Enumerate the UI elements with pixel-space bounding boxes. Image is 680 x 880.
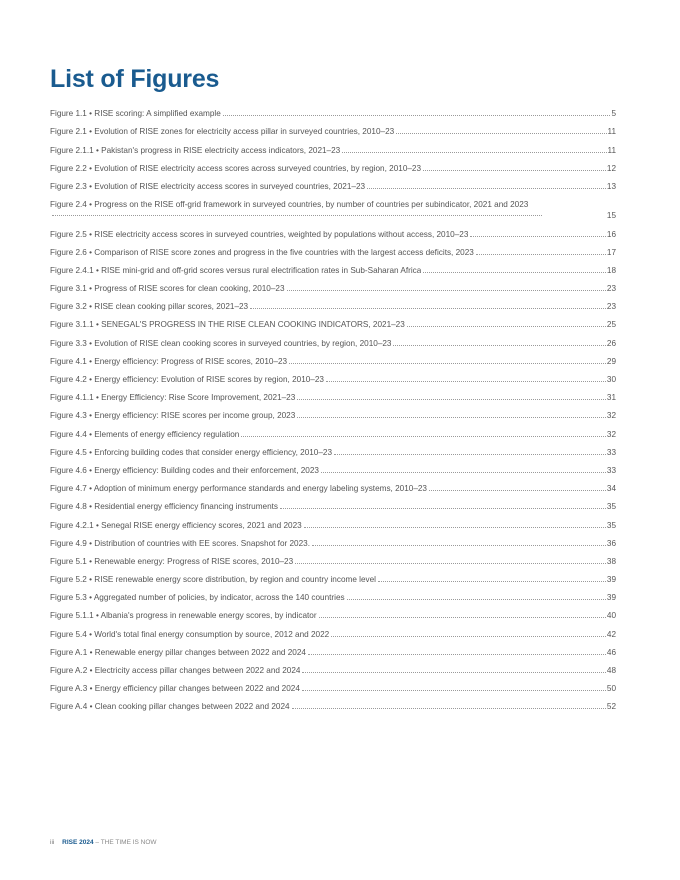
- figure-list-item[interactable]: [50, 294, 616, 312]
- figure-page-number: 13: [606, 181, 616, 191]
- figure-list-item[interactable]: [50, 258, 616, 276]
- figure-caption: Figure 5.1.1 • Albania's progress in renewable energy scores, by indicator: [50, 611, 317, 621]
- figure-page-number: 34: [606, 484, 616, 494]
- figure-list-item[interactable]: [50, 440, 616, 458]
- page-footer: [50, 838, 157, 847]
- figure-list-item[interactable]: [50, 458, 616, 476]
- figure-list-item[interactable]: [50, 156, 616, 174]
- figure-caption: Figure 5.3 • Aggregated number of policies, by indicator, across the 140 countries: [50, 593, 345, 603]
- dot-leader: [287, 290, 606, 291]
- figure-caption: Figure 5.4 • World's total final energy consumption by source, 2012 and 2022: [50, 629, 330, 639]
- figure-list-item[interactable]: [50, 312, 616, 330]
- figure-list-item[interactable]: [50, 385, 616, 403]
- figure-page-number: 33: [606, 447, 616, 457]
- figure-page-number: 39: [606, 593, 616, 603]
- figure-caption: Figure 4.1 • Energy efficiency: Progress of RISE scores, 2010–23: [50, 356, 288, 366]
- figure-caption: Figure 4.1.1 • Energy Efficiency: Rise Score Improvement, 2021–23: [50, 393, 296, 403]
- dot-leader: [312, 545, 606, 546]
- dot-leader: [250, 308, 606, 309]
- dot-leader: [308, 654, 606, 655]
- figure-caption: Figure 3.1 • Progress of RISE scores for clean cooking, 2010–23: [50, 284, 285, 294]
- figure-page-number: 40: [606, 611, 616, 621]
- figure-page-number: 30: [606, 375, 616, 385]
- dot-leader: [331, 636, 606, 637]
- figure-list-item[interactable]: [50, 658, 616, 676]
- dot-leader: [423, 170, 606, 171]
- dot-leader: [347, 599, 606, 600]
- page-title: List of Figures: [50, 65, 220, 93]
- dot-leader: [280, 508, 606, 509]
- figure-caption: Figure 4.3 • Energy efficiency: RISE scores per income group, 2023: [50, 411, 296, 421]
- figure-list-item[interactable]: [50, 476, 616, 494]
- figure-list-item[interactable]: [50, 585, 616, 603]
- figure-caption: Figure A.1 • Renewable energy pillar changes between 2022 and 2024: [50, 647, 306, 657]
- figure-caption: Figure 1.1 • RISE scoring: A simplified example: [50, 109, 221, 119]
- figure-list-item[interactable]: [50, 567, 616, 585]
- figure-caption: Figure 4.7 • Adoption of minimum energy performance standards and energy labeling systems, 2010–23: [50, 484, 427, 494]
- dot-leader: [429, 490, 606, 491]
- figure-page-number: 50: [606, 684, 616, 694]
- figure-page-number: 38: [606, 556, 616, 566]
- figure-page-number: 5: [611, 109, 616, 119]
- figure-page-number: 32: [606, 429, 616, 439]
- figure-page-number: 18: [606, 265, 616, 275]
- figure-page-number: 32: [606, 411, 616, 421]
- figure-list-item[interactable]: [50, 367, 616, 385]
- figure-page-number: 52: [606, 702, 616, 712]
- footer-tagline: – THE TIME IS NOW: [93, 839, 157, 846]
- figure-list-item[interactable]: [50, 421, 616, 439]
- figure-page-number: 23: [606, 284, 616, 294]
- figure-list-item[interactable]: [50, 494, 616, 512]
- figure-list: [50, 101, 616, 712]
- figure-list-item[interactable]: [50, 330, 616, 348]
- figure-caption: Figure A.3 • Energy efficiency pillar changes between 2022 and 2024: [50, 684, 300, 694]
- figure-page-number: 12: [606, 163, 616, 173]
- figure-page-number: 33: [606, 465, 616, 475]
- figure-list-item[interactable]: [50, 549, 616, 567]
- figure-page-number: 39: [606, 575, 616, 585]
- figure-page-number: 31: [606, 393, 616, 403]
- dot-leader: [297, 399, 606, 400]
- dot-leader: [470, 236, 606, 237]
- figure-page-number: 23: [606, 302, 616, 312]
- footer-page-number: iii: [50, 839, 55, 846]
- figure-page-number: 29: [606, 356, 616, 366]
- dot-leader: [302, 690, 606, 691]
- dot-leader: [326, 381, 606, 382]
- figure-caption: Figure 4.2.1 • Senegal RISE energy efficiency scores, 2021 and 2023: [50, 520, 302, 530]
- figure-page-number: 17: [606, 247, 616, 257]
- dot-leader: [476, 254, 606, 255]
- figure-page-number: 16: [606, 229, 616, 239]
- dot-leader: [302, 672, 605, 673]
- figure-list-item[interactable]: [50, 276, 616, 294]
- figure-caption: Figure 4.9 • Distribution of countries with EE scores. Snapshot for 2023.: [50, 538, 310, 548]
- figure-caption: Figure 2.4.1 • RISE mini-grid and off-grid scores versus rural electrification rates in Sub-Saharan Africa: [50, 265, 422, 275]
- figure-list-item[interactable]: [50, 240, 616, 258]
- dot-leader: [342, 152, 606, 153]
- figure-list-item[interactable]: [50, 403, 616, 421]
- figure-caption: Figure 3.2 • RISE clean cooking pillar scores, 2021–23: [50, 302, 249, 312]
- dot-leader: [297, 417, 606, 418]
- figure-caption: Figure 2.1 • Evolution of RISE zones for electricity access pillar in surveyed countries, 2010–23: [50, 127, 395, 137]
- dot-leader: [393, 345, 605, 346]
- figure-list-item[interactable]: [50, 192, 616, 221]
- figure-caption: Figure 4.6 • Energy efficiency: Building codes and their enforcement, 2023: [50, 465, 319, 475]
- figure-page-number: 35: [606, 502, 616, 512]
- figure-list-item[interactable]: [50, 676, 616, 694]
- dot-leader: [292, 708, 606, 709]
- figure-list-item[interactable]: [50, 603, 616, 621]
- figure-page-number: 26: [606, 338, 616, 348]
- figure-caption: Figure 2.3 • Evolution of RISE electricity access scores in surveyed countries, 2021–23: [50, 181, 366, 191]
- figure-list-item[interactable]: [50, 694, 616, 712]
- figure-list-item[interactable]: [50, 349, 616, 367]
- dot-leader: [223, 115, 611, 116]
- figure-page-number: 46: [606, 647, 616, 657]
- dot-leader: [289, 363, 606, 364]
- figure-caption: Figure 3.1.1 • SENEGAL'S PROGRESS IN THE RISE CLEAN COOKING INDICATORS, 2021–23: [50, 320, 405, 330]
- figure-list-item[interactable]: [50, 640, 616, 658]
- figure-caption: Figure A.2 • Electricity access pillar changes between 2022 and 2024: [50, 666, 301, 676]
- figure-caption: Figure 2.5 • RISE electricity access scores in surveyed countries, weighted by populations without access, 2010–23: [50, 229, 469, 239]
- figure-caption: Figure 2.1.1 • Pakistan's progress in RISE electricity access indicators, 2021–23: [50, 145, 341, 155]
- figure-page-number: 11: [607, 127, 616, 137]
- figure-caption: Figure 2.2 • Evolution of RISE electricity access scores across surveyed countries, by region, 2010–23: [50, 163, 422, 173]
- figure-list-item[interactable]: [50, 512, 616, 530]
- dot-leader: [319, 617, 606, 618]
- figure-page-number: 36: [606, 538, 616, 548]
- dot-leader: [423, 272, 606, 273]
- figure-caption: Figure A.4 • Clean cooking pillar changes between 2022 and 2024: [50, 702, 290, 712]
- dot-leader: [241, 436, 606, 437]
- figure-page-number: 15: [606, 211, 616, 221]
- figure-list-item[interactable]: [50, 221, 616, 239]
- figure-page-number: 42: [606, 629, 616, 639]
- figure-caption: Figure 4.2 • Energy efficiency: Evolution of RISE scores by region, 2010–23: [50, 375, 324, 385]
- figure-caption: Figure 4.8 • Residential energy efficiency financing instruments: [50, 502, 278, 512]
- figure-caption: Figure 5.1 • Renewable energy: Progress of RISE scores, 2010–23: [50, 556, 294, 566]
- figure-caption: Figure 2.6 • Comparison of RISE score zones and progress in the five countries with the largest access deficits, 2023: [50, 247, 474, 257]
- figure-list-item[interactable]: [50, 101, 616, 119]
- figure-list-item[interactable]: [50, 119, 616, 137]
- figure-page-number: 48: [606, 666, 616, 676]
- figure-caption: Figure 2.4 • Progress on the RISE off-grid framework in surveyed countries, by number of countries per subindicator, 2021 and 2023: [50, 199, 607, 221]
- dot-leader: [304, 527, 606, 528]
- dot-leader: [378, 581, 606, 582]
- figure-caption: Figure 5.2 • RISE renewable energy score distribution, by region and country income level: [50, 575, 376, 585]
- figure-list-item[interactable]: [50, 137, 616, 155]
- figure-list-item[interactable]: [50, 621, 616, 639]
- dot-leader: [396, 133, 606, 134]
- dot-leader: [295, 563, 606, 564]
- figure-page-number: 11: [607, 145, 616, 155]
- dot-leader: [52, 215, 542, 216]
- figure-caption: Figure 4.4 • Elements of energy efficiency regulation: [50, 429, 240, 439]
- dot-leader: [334, 454, 606, 455]
- figure-caption: Figure 3.3 • Evolution of RISE clean cooking scores in surveyed countries, by region, 2010–23: [50, 338, 392, 348]
- dot-leader: [367, 188, 606, 189]
- figure-page-number: 25: [606, 320, 616, 330]
- dot-leader: [407, 326, 606, 327]
- figure-list-item[interactable]: [50, 531, 616, 549]
- footer-brand: RISE 2024: [62, 839, 94, 846]
- dot-leader: [321, 472, 606, 473]
- figure-caption: Figure 4.5 • Enforcing building codes that consider energy efficiency, 2010–23: [50, 447, 333, 457]
- figure-list-item[interactable]: [50, 174, 616, 192]
- figure-page-number: 35: [606, 520, 616, 530]
